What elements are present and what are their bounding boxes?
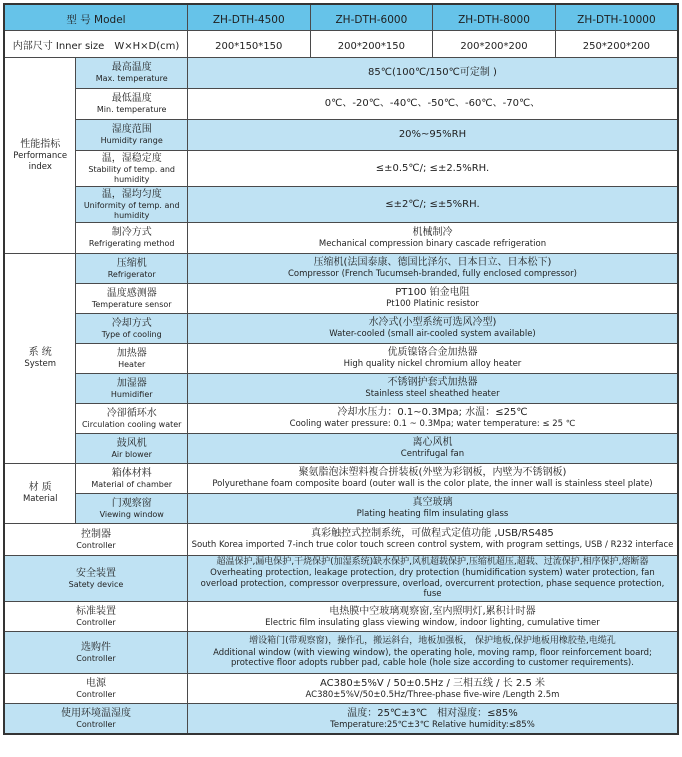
row-uniformity xyxy=(4,186,678,222)
model-header-row xyxy=(4,4,678,30)
row-value: 聚氨脂泡沫塑料複合拼装板(外壁为彩钢板，内壁为不锈钢板) Polyurethane foam composite board (outer wall is the color plate, the inner wall is stainless steel plate) xyxy=(187,463,678,493)
row-value: 温度：25℃±3℃ 相对湿度：≤85% Temperature:25℃±3℃ Relative humidity:≤85% xyxy=(187,704,678,734)
group-cell-performance-index: 性能指标 Performance index xyxy=(4,57,76,253)
row-chamber-material xyxy=(4,463,678,493)
model-cell-1: ZH-DTH-4500 xyxy=(187,4,310,30)
group-cell-system: 系 统 System xyxy=(4,253,76,463)
row-label: 安全装置 Satety device xyxy=(4,555,187,602)
row-label: 最高温度 Max. temperature xyxy=(76,57,188,88)
inner-size-label: 内部尺寸 Inner size W×H×D(cm) xyxy=(4,30,187,57)
row-air-blower xyxy=(4,433,678,463)
row-label: 加湿器 Humidifier xyxy=(76,373,188,403)
row-label: 控制器 Controller xyxy=(4,523,187,555)
row-label: 温，湿均匀度 Uniformity of temp. and humidity xyxy=(76,186,188,222)
row-label: 加热器 Heater xyxy=(76,343,188,373)
row-value: 真彩触控式控制系统，可做程式定值功能 ,USB/RS485 South Korea imported 7-inch true color touch screen control system, with program settings, USB / R232 interface xyxy=(187,523,678,555)
row-value: AC380±5%V / 50±0.5Hz / 三相五线 / 长 2.5 米 AC380±5%V/50±0.5Hz/Three-phase five-wire /Length 2.5m xyxy=(187,674,678,704)
group-cell-material: 材 质 Material xyxy=(4,463,76,523)
row-stability xyxy=(4,150,678,186)
row-viewing-window xyxy=(4,493,678,523)
row-standard-device xyxy=(4,602,678,632)
row-value: 真空玻璃 Plating heating film insulating glass xyxy=(187,493,678,523)
row-temperature-sensor xyxy=(4,283,678,313)
row-compressor xyxy=(4,253,678,283)
row-value: 冷却水压力：0.1~0.3Mpa; 水温：≤25℃ Cooling water pressure: 0.1 ~ 0.3Mpa; water temperature: ≤ 25 ℃ xyxy=(187,403,678,433)
inner-size-row xyxy=(4,30,678,57)
row-value: 不锈钢护套式加热器 Stainless steel sheathed heater xyxy=(187,373,678,403)
row-value: 85℃(100℃/150℃可定制 ) xyxy=(187,57,678,88)
row-label: 门观察窗 Viewing window xyxy=(76,493,188,523)
row-label: 最低温度 Min. temperature xyxy=(76,88,188,119)
row-value: ≤±0.5℃/; ≤±2.5%RH. xyxy=(187,150,678,186)
row-label: 冷却方式 Type of cooling xyxy=(76,313,188,343)
row-controller xyxy=(4,523,678,555)
row-label: 制冷方式 Refrigerating method xyxy=(76,222,188,253)
row-label: 箱体材料 Material of chamber xyxy=(76,463,188,493)
spec-table xyxy=(3,3,679,735)
inner-size-cell-3: 200*200*200 xyxy=(433,30,556,57)
row-label: 压缩机 Refrigerator xyxy=(76,253,188,283)
row-humidity-range xyxy=(4,119,678,150)
row-optional-parts xyxy=(4,632,678,674)
model-cell-4: ZH-DTH-10000 xyxy=(555,4,678,30)
row-value: 机械制冷 Mechanical compression binary cascade refrigeration xyxy=(187,222,678,253)
row-power-supply xyxy=(4,674,678,704)
row-value: 超温保护,漏电保护,干烧保护(加湿系统)缺水保护,风机超载保护,压缩机超压,超载、过流保护,相序保护,熔断器 Overheating protection, leakage protection, dry protection (humidification system) water protection, fan overload protection, compressor overpressure, overload, overcurrent protection, phase sequence protection, fuse xyxy=(187,555,678,602)
row-value: 优质镍铬合金加热器 High quality nickel chromium alloy heater xyxy=(187,343,678,373)
row-value: 0℃、-20℃、-40℃、-50℃、-60℃、-70℃、 xyxy=(187,88,678,119)
row-heater xyxy=(4,343,678,373)
model-cell-2: ZH-DTH-6000 xyxy=(310,4,433,30)
inner-size-cell-2: 200*200*150 xyxy=(310,30,433,57)
row-refrigerating-method xyxy=(4,222,678,253)
row-min-temperature xyxy=(4,88,678,119)
row-label: 电源 Controller xyxy=(4,674,187,704)
row-label: 鼓风机 Air blower xyxy=(76,433,188,463)
row-label: 湿度范围 Humidity range xyxy=(76,119,188,150)
row-label: 温，湿稳定度 Stability of temp. and humidity xyxy=(76,150,188,186)
row-value: 增设箱门(带观察窗)，操作孔，搬运斜台，地板加强板， 保护地板,保护地板用橡胶垫,电缆孔 Additional window (with viewing window), the operating hole, moving ramp, floor reinforcement board; protective floor adopts rubber pad, cable hole (hole size according to customer requirements). xyxy=(187,632,678,674)
row-label: 使用环境温湿度 Controller xyxy=(4,704,187,734)
row-value: 电热膜中空玻璃观察窗,室内照明灯,累积计时器 Electric film insulating glass viewing window, indoor lighting, cumulative timer xyxy=(187,602,678,632)
model-cell-3: ZH-DTH-8000 xyxy=(433,4,556,30)
inner-size-cell-4: 250*200*200 xyxy=(555,30,678,57)
row-label: 冷卻循环水 Circulation cooling water xyxy=(76,403,188,433)
row-humidifier xyxy=(4,373,678,403)
inner-size-cell-1: 200*150*150 xyxy=(187,30,310,57)
row-label: 温度感测器 Temperature sensor xyxy=(76,283,188,313)
row-ambient-conditions xyxy=(4,704,678,734)
row-value: 压缩机(法国泰康、德国比泽尔、日本日立、日本松下) Compressor (French Tucumseh-branded, fully enclosed compressor) xyxy=(187,253,678,283)
row-value: PT100 铂金电阻 Pt100 Platinic resistor xyxy=(187,283,678,313)
model-label-text: 型 号 Model xyxy=(66,13,126,26)
row-circulation-cooling-water xyxy=(4,403,678,433)
row-label: 选购件 Controller xyxy=(4,632,187,674)
row-max-temperature xyxy=(4,57,678,88)
row-safety-device xyxy=(4,555,678,602)
row-value: 离心风机 Centrifugal fan xyxy=(187,433,678,463)
row-value: ≤±2℃/; ≤±5%RH. xyxy=(187,186,678,222)
row-cooling-type xyxy=(4,313,678,343)
row-value: 20%~95%RH xyxy=(187,119,678,150)
row-label: 标准装置 Controller xyxy=(4,602,187,632)
model-header-label xyxy=(4,4,187,30)
row-value: 水冷式(小型系统可选风冷型) Water-cooled (small air-cooled system available) xyxy=(187,313,678,343)
